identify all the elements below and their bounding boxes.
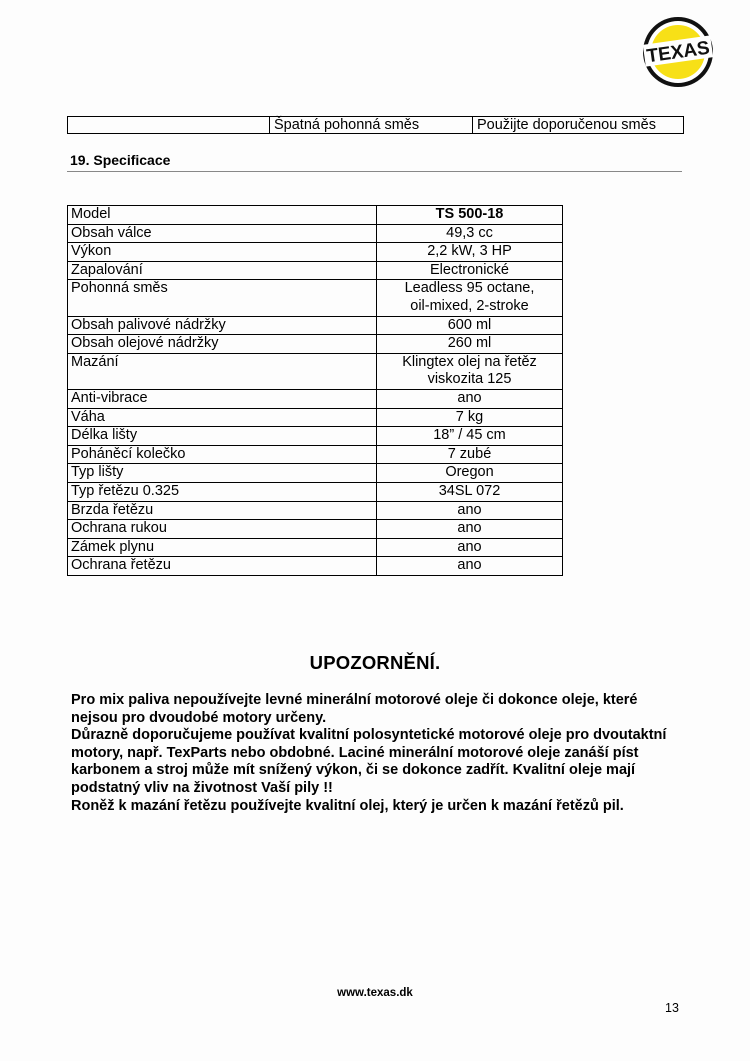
- troubleshooting-table-row: [67, 116, 684, 134]
- spec-value: 7 zubé: [377, 445, 563, 464]
- table-cell: Použijte doporučenou směs: [473, 117, 684, 134]
- spec-value: 260 ml: [377, 335, 563, 354]
- page-number: 13: [665, 1001, 679, 1015]
- spec-label: Poháněcí kolečko: [68, 445, 377, 464]
- spec-row: [68, 261, 563, 280]
- spec-label: Typ lišty: [68, 464, 377, 483]
- spec-value: ano: [377, 389, 563, 408]
- warning-title: UPOZORNĚNÍ.: [309, 652, 441, 673]
- spec-row: [68, 224, 563, 243]
- warning-paragraph: Pro mix paliva nepoužívejte levné minerální motorové oleje či dokonce oleje, které nejsou pro dvoudobé motory určeny.: [71, 692, 638, 726]
- spec-label: Obsah olejové nádržky: [68, 335, 377, 354]
- specification-table: [67, 205, 563, 576]
- spec-model-value: TS 500-18: [377, 206, 563, 225]
- warning-paragraph: Roněž k mazání řetězu používejte kvalitní olej, který je určen k mazání řetězů pil.: [71, 797, 624, 814]
- spec-row: [68, 464, 563, 483]
- spec-label: Obsah válce: [68, 224, 377, 243]
- spec-row: [68, 280, 563, 316]
- spec-value: ano: [377, 520, 563, 539]
- spec-row: [68, 482, 563, 501]
- section-heading: 19. Specificace: [70, 152, 171, 168]
- spec-row: [68, 316, 563, 335]
- spec-value: 7 kg: [377, 408, 563, 427]
- spec-label: Váha: [68, 408, 377, 427]
- spec-label: Výkon: [68, 243, 377, 262]
- spec-row: [68, 538, 563, 557]
- section-divider: [67, 171, 682, 172]
- spec-value: ano: [377, 557, 563, 576]
- spec-row: [68, 501, 563, 520]
- texas-logo: [638, 14, 718, 94]
- spec-label: Zámek plynu: [68, 538, 377, 557]
- spec-label: Anti-vibrace: [68, 389, 377, 408]
- spec-value: ano: [377, 501, 563, 520]
- table-row: [68, 117, 684, 134]
- table-cell: [68, 117, 270, 134]
- spec-row: [68, 389, 563, 408]
- spec-value: Leadless 95 octane, oil-mixed, 2-stroke: [377, 280, 563, 316]
- spec-value: ano: [377, 538, 563, 557]
- spec-label: Pohonná směs: [68, 280, 377, 316]
- spec-value: 600 ml: [377, 316, 563, 335]
- footer-url: www.texas.dk: [337, 987, 413, 999]
- spec-label: Zapalování: [68, 261, 377, 280]
- logo-wordmark: TEXAS: [645, 37, 712, 68]
- spec-label: Ochrana rukou: [68, 520, 377, 539]
- spec-value: Oregon: [377, 464, 563, 483]
- spec-label: Obsah palivové nádržky: [68, 316, 377, 335]
- spec-value: Klingtex olej na řetěz viskozita 125: [377, 353, 563, 389]
- spec-label: Ochrana řetězu: [68, 557, 377, 576]
- warning-text: [71, 692, 683, 815]
- spec-value: 34SL 072: [377, 482, 563, 501]
- spec-row: [68, 408, 563, 427]
- spec-value: 2,2 kW, 3 HP: [377, 243, 563, 262]
- spec-label: Brzda řetězu: [68, 501, 377, 520]
- spec-label: Délka lišty: [68, 427, 377, 446]
- spec-row: [68, 520, 563, 539]
- spec-value: Electronické: [377, 261, 563, 280]
- warning-paragraph: Důrazně doporučujeme používat kvalitní polosyntetické motorové oleje pro dvoutaktní motory, např. TexParts nebo obdobné. Laciné minerální motorové oleje zanáší píst karbonem a stroj může mít snížený výkon, či se dokonce zadřít. Kvalitní oleje mají podstatný vliv na životnost Vaší pily !!: [71, 727, 667, 796]
- spec-value: 18” / 45 cm: [377, 427, 563, 446]
- spec-value: 49,3 cc: [377, 224, 563, 243]
- spec-label: Typ řetězu 0.325: [68, 482, 377, 501]
- spec-row: [68, 557, 563, 576]
- spec-header-row: [68, 206, 563, 225]
- spec-row: [68, 335, 563, 354]
- texas-logo-icon: [638, 14, 718, 94]
- table-cell: Špatná pohonná směs: [270, 117, 473, 134]
- spec-row: [68, 445, 563, 464]
- spec-label: Mazání: [68, 353, 377, 389]
- spec-row: [68, 427, 563, 446]
- spec-row: [68, 353, 563, 389]
- spec-label: Model: [68, 206, 377, 225]
- spec-row: [68, 243, 563, 262]
